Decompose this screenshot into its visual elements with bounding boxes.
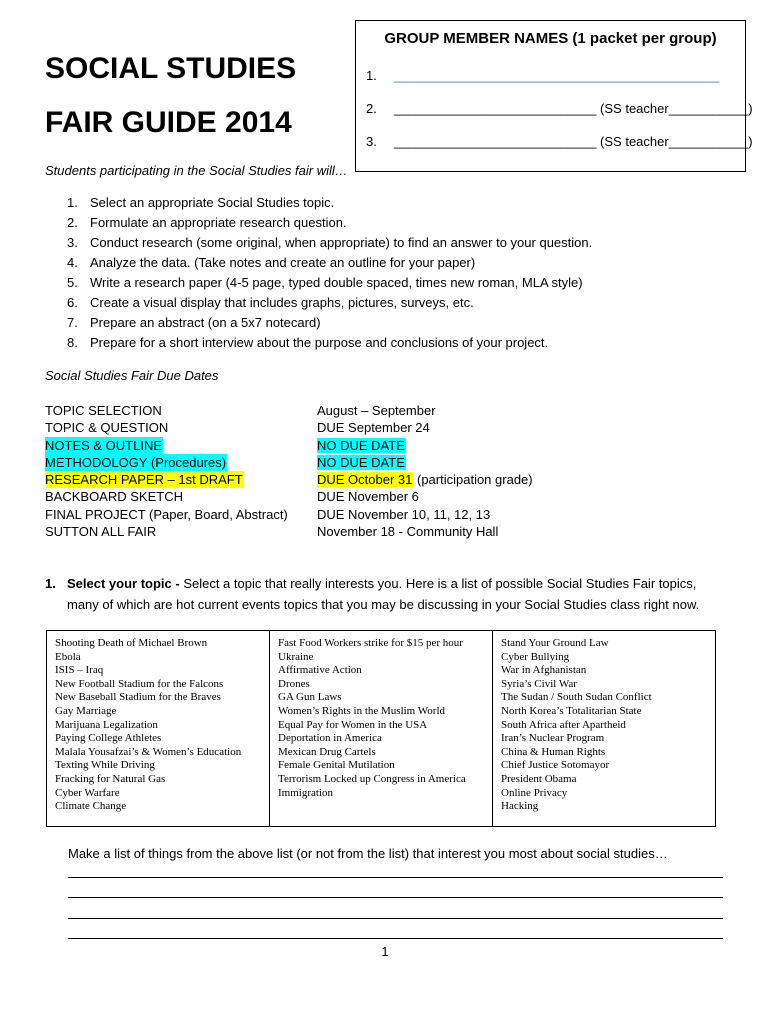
topic-item: Fast Food Workers strike for $15 per hour [278, 637, 463, 649]
due-date-value: NO DUE DATE [317, 437, 405, 453]
topic-item: Marijuana Legalization [55, 718, 158, 731]
topic-item: Female Genital Mutilation [278, 759, 395, 772]
group-member-box [355, 20, 753, 172]
topic-item: GA Gun Laws [278, 691, 342, 704]
section-number: 1. [45, 576, 56, 591]
topics-column [269, 631, 492, 826]
due-date-value-cell [317, 471, 533, 488]
due-date-label: METHODOLOGY (Procedures) [45, 454, 227, 470]
step-text: Prepare an abstract (on a 5x7 notecard) [90, 315, 321, 330]
topics-column [492, 631, 715, 826]
due-date-label: FINAL PROJECT (Paper, Board, Abstract) [45, 506, 288, 522]
member-number: 1. [366, 68, 377, 83]
topics-table [46, 630, 716, 827]
topic-item: Hacking [501, 800, 539, 813]
topic-item: Cyber Bullying [501, 650, 570, 663]
due-date-label: TOPIC SELECTION [45, 403, 162, 418]
topic-item: New Football Stadium for the Falcons [55, 677, 224, 690]
topic-item: Affirmative Action [278, 664, 362, 677]
topic-item: Climate Change [55, 800, 127, 813]
due-date-label: RESEARCH PAPER – 1st DRAFT [45, 472, 243, 488]
due-date-value: August – September [317, 403, 436, 418]
due-date-value-cell [317, 437, 406, 454]
topic-item: Drones [278, 677, 310, 690]
topic-item: Immigration [278, 786, 333, 799]
due-date-value: NO DUE DATE [317, 454, 405, 470]
topic-item: Syria’s Civil War [501, 677, 577, 690]
step-text: Create a visual display that includes graphs, pictures, surveys, etc. [90, 295, 474, 310]
topic-item: Women’s Rights in the Muslim World [278, 704, 446, 717]
section-text: Select a topic that really interests you. Here is a list of possible Social Studies Fair topics, many of which are hot current events topics that you may be discussing in your Social Studies class right now. [67, 576, 700, 612]
topic-item: Chief Justice Sotomayor [501, 759, 610, 772]
step-number: 5. [67, 275, 78, 290]
due-date-value-cell [317, 402, 437, 419]
topic-item: Iran’s Nuclear Program [501, 732, 605, 745]
topic-item: Equal Pay for Women in the USA [278, 718, 428, 731]
step-number: 7. [67, 315, 78, 330]
title-line-2: FAIR GUIDE 2014 [45, 106, 292, 139]
title-line-1: SOCIAL STUDIES [45, 52, 297, 85]
member-name-field[interactable]: ____________________________ (SS teacher___________) [394, 134, 753, 149]
step-number: 8. [67, 335, 78, 350]
due-date-value: DUE November 6 [317, 489, 419, 505]
topic-item: Shooting Death of Michael Brown [55, 637, 208, 649]
topic-item: New Baseball Stadium for the Braves [55, 691, 221, 704]
due-date-value-cell [317, 506, 491, 523]
step-number: 6. [67, 295, 78, 310]
topic-item: Online Privacy [501, 786, 568, 799]
topic-item: Paying College Athletes [55, 732, 162, 745]
member-number: 2. [366, 101, 377, 116]
step-text: Formulate an appropriate research question. [90, 215, 347, 230]
due-date-label: BACKBOARD SKETCH [45, 489, 183, 505]
topic-item: Mexican Drug Cartels [278, 745, 376, 758]
step-number: 1. [67, 195, 78, 210]
due-date-value-cell [317, 523, 499, 540]
topic-item: South Africa after Apartheid [501, 718, 626, 731]
due-date-value-cell [317, 454, 406, 471]
step-number: 4. [67, 255, 78, 270]
member-number: 3. [366, 134, 377, 149]
due-dates-heading: Social Studies Fair Due Dates [45, 368, 219, 383]
topic-item: Fracking for Natural Gas [55, 772, 166, 785]
due-date-value-cell [317, 488, 420, 505]
step-text: Write a research paper (4-5 page, typed double spaced, times new roman, MLA style) [90, 275, 583, 290]
due-date-note: (participation grade) [413, 472, 533, 488]
topic-item: China & Human Rights [501, 745, 606, 758]
writing-line[interactable] [68, 918, 723, 919]
topic-item: ISIS – Iraq [55, 664, 104, 677]
step-text: Prepare for a short interview about the purpose and conclusions of your project. [90, 335, 549, 350]
topic-item: Stand Your Ground Law [501, 637, 609, 649]
topic-item: Ebola [55, 650, 81, 663]
writing-line[interactable] [68, 938, 723, 939]
member-name-field[interactable]: _____________________________________________ [394, 68, 720, 83]
topic-item: Ukraine [278, 650, 314, 663]
writing-line[interactable] [68, 897, 723, 898]
section-heading: Select your topic - [67, 576, 180, 591]
section-select-topic [45, 573, 730, 615]
topic-item: Texting While Driving [55, 759, 155, 772]
due-date-value: DUE November 10, 11, 12, 13 [317, 506, 491, 522]
topic-item: Cyber Warfare [55, 786, 120, 799]
topic-item: North Korea’s Totalitarian State [501, 704, 642, 717]
step-number: 3. [67, 235, 78, 250]
make-list-prompt: Make a list of things from the above list (or not from the list) that interest you most about social studies… [68, 846, 668, 861]
step-text: Analyze the data. (Take notes and create an outline for your paper) [90, 255, 476, 270]
member-name-field[interactable]: ____________________________ (SS teacher___________) [394, 101, 753, 116]
due-date-label: SUTTON ALL FAIR [45, 524, 157, 540]
due-date-value: DUE September 24 [317, 420, 430, 436]
step-text: Select an appropriate Social Studies topic. [90, 195, 335, 210]
topics-column [47, 631, 269, 826]
topic-item: Deportation in America [278, 732, 382, 745]
due-date-value-cell [317, 419, 431, 436]
topic-item: Malala Yousafzai’s & Women’s Education [55, 745, 242, 758]
page-number: 1 [381, 944, 389, 959]
group-box-title: GROUP MEMBER NAMES (1 packet per group) [384, 30, 717, 47]
topic-item: War in Afghanistan [501, 664, 587, 677]
intro-text: Students participating in the Social Studies fair will… [45, 163, 348, 178]
due-date-label: NOTES & OUTLINE [45, 437, 163, 453]
step-text: Conduct research (some original, when appropriate) to find an answer to your question. [90, 235, 593, 250]
topic-item: The Sudan / South Sudan Conflict [501, 691, 652, 704]
due-date-value: November 18 - Community Hall [317, 524, 499, 540]
topic-item: President Obama [501, 772, 577, 785]
step-number: 2. [67, 215, 78, 230]
topic-item: Terrorism Locked up Congress in America [278, 772, 466, 785]
due-date-value: DUE October 31 [317, 472, 413, 488]
due-date-label: TOPIC & QUESTION [45, 420, 169, 436]
topic-item: Gay Marriage [55, 704, 117, 717]
writing-line[interactable] [68, 877, 723, 878]
